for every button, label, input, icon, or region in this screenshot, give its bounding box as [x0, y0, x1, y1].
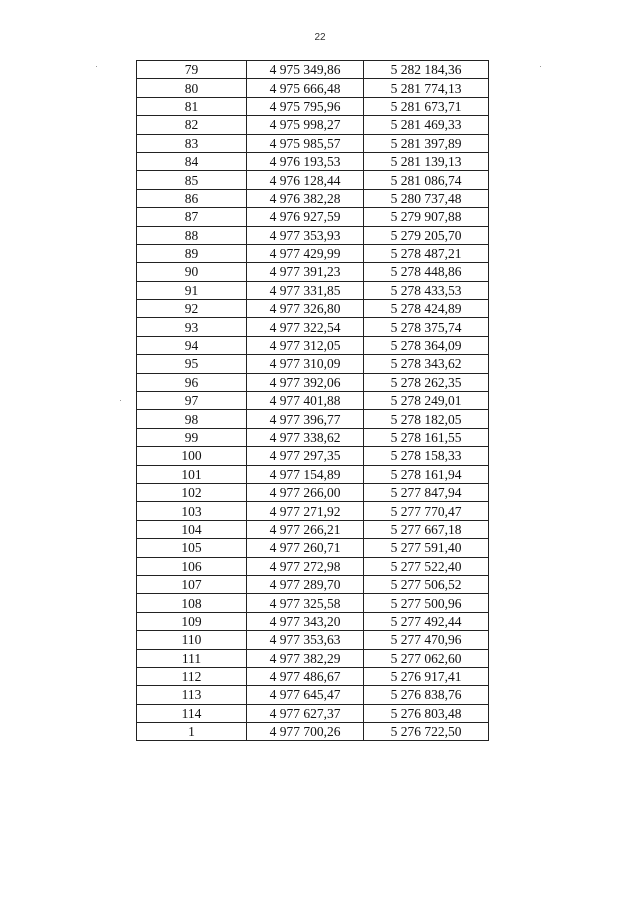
x-coordinate-cell: 4 975 795,96 — [247, 97, 364, 115]
x-coordinate-cell: 4 977 645,47 — [247, 686, 364, 704]
table-row — [137, 392, 489, 410]
y-coordinate-cell: 5 281 139,13 — [364, 152, 489, 170]
point-number-cell: 105 — [137, 539, 247, 557]
y-coordinate-cell: 5 278 433,53 — [364, 281, 489, 299]
table-row — [137, 502, 489, 520]
scan-speck — [540, 66, 541, 67]
table-row — [137, 226, 489, 244]
x-coordinate-cell: 4 977 271,92 — [247, 502, 364, 520]
point-number-cell: 95 — [137, 355, 247, 373]
page-number: 22 — [314, 32, 326, 43]
x-coordinate-cell: 4 977 326,80 — [247, 300, 364, 318]
table-row — [137, 539, 489, 557]
x-coordinate-cell: 4 977 338,62 — [247, 428, 364, 446]
point-number-cell: 101 — [137, 465, 247, 483]
x-coordinate-cell: 4 977 401,88 — [247, 392, 364, 410]
point-number-cell: 96 — [137, 373, 247, 391]
table-row — [137, 704, 489, 722]
y-coordinate-cell: 5 278 182,05 — [364, 410, 489, 428]
x-coordinate-cell: 4 977 312,05 — [247, 336, 364, 354]
scan-speck — [120, 400, 121, 401]
point-number-cell: 86 — [137, 189, 247, 207]
x-coordinate-cell: 4 975 985,57 — [247, 134, 364, 152]
table-row — [137, 520, 489, 538]
point-number-cell: 79 — [137, 61, 247, 79]
table-row — [137, 686, 489, 704]
table-row — [137, 373, 489, 391]
x-coordinate-cell: 4 977 331,85 — [247, 281, 364, 299]
point-number-cell: 107 — [137, 575, 247, 593]
table-row — [137, 244, 489, 262]
y-coordinate-cell: 5 278 262,35 — [364, 373, 489, 391]
point-number-cell: 83 — [137, 134, 247, 152]
point-number-cell: 82 — [137, 116, 247, 134]
point-number-cell: 92 — [137, 300, 247, 318]
table-row — [137, 116, 489, 134]
table-row — [137, 594, 489, 612]
x-coordinate-cell: 4 977 343,20 — [247, 612, 364, 630]
y-coordinate-cell: 5 281 673,71 — [364, 97, 489, 115]
point-number-cell: 109 — [137, 612, 247, 630]
point-number-cell: 98 — [137, 410, 247, 428]
x-coordinate-cell: 4 975 666,48 — [247, 79, 364, 97]
table-row — [137, 189, 489, 207]
table-row — [137, 300, 489, 318]
table-row — [137, 355, 489, 373]
x-coordinate-cell: 4 977 429,99 — [247, 244, 364, 262]
y-coordinate-cell: 5 280 737,48 — [364, 189, 489, 207]
point-number-cell: 93 — [137, 318, 247, 336]
y-coordinate-cell: 5 277 770,47 — [364, 502, 489, 520]
scan-speck — [96, 66, 97, 67]
table-row — [137, 723, 489, 741]
y-coordinate-cell: 5 276 803,48 — [364, 704, 489, 722]
y-coordinate-cell: 5 278 158,33 — [364, 447, 489, 465]
table-row — [137, 410, 489, 428]
table-row — [137, 152, 489, 170]
point-number-cell: 114 — [137, 704, 247, 722]
x-coordinate-cell: 4 977 272,98 — [247, 557, 364, 575]
y-coordinate-cell: 5 278 448,86 — [364, 263, 489, 281]
x-coordinate-cell: 4 976 382,28 — [247, 189, 364, 207]
x-coordinate-cell: 4 977 297,35 — [247, 447, 364, 465]
table-row — [137, 208, 489, 226]
point-number-cell: 80 — [137, 79, 247, 97]
x-coordinate-cell: 4 977 266,21 — [247, 520, 364, 538]
x-coordinate-cell: 4 977 392,06 — [247, 373, 364, 391]
x-coordinate-cell: 4 977 627,37 — [247, 704, 364, 722]
y-coordinate-cell: 5 277 506,52 — [364, 575, 489, 593]
table-row — [137, 428, 489, 446]
y-coordinate-cell: 5 278 364,09 — [364, 336, 489, 354]
y-coordinate-cell: 5 277 522,40 — [364, 557, 489, 575]
y-coordinate-cell: 5 276 838,76 — [364, 686, 489, 704]
x-coordinate-cell: 4 977 391,23 — [247, 263, 364, 281]
table-row — [137, 483, 489, 501]
point-number-cell: 106 — [137, 557, 247, 575]
point-number-cell: 81 — [137, 97, 247, 115]
x-coordinate-cell: 4 976 193,53 — [247, 152, 364, 170]
x-coordinate-cell: 4 975 349,86 — [247, 61, 364, 79]
point-number-cell: 87 — [137, 208, 247, 226]
table-row — [137, 97, 489, 115]
x-coordinate-cell: 4 977 260,71 — [247, 539, 364, 557]
table-row — [137, 649, 489, 667]
x-coordinate-cell: 4 977 322,54 — [247, 318, 364, 336]
x-coordinate-cell: 4 977 154,89 — [247, 465, 364, 483]
y-coordinate-cell: 5 277 847,94 — [364, 483, 489, 501]
point-number-cell: 103 — [137, 502, 247, 520]
x-coordinate-cell: 4 977 353,93 — [247, 226, 364, 244]
x-coordinate-cell: 4 977 289,70 — [247, 575, 364, 593]
y-coordinate-cell: 5 278 343,62 — [364, 355, 489, 373]
point-number-cell: 1 — [137, 723, 247, 741]
y-coordinate-cell: 5 277 591,40 — [364, 539, 489, 557]
table-row — [137, 79, 489, 97]
x-coordinate-cell: 4 977 700,26 — [247, 723, 364, 741]
x-coordinate-cell: 4 977 486,67 — [247, 667, 364, 685]
y-coordinate-cell: 5 277 500,96 — [364, 594, 489, 612]
point-number-cell: 112 — [137, 667, 247, 685]
y-coordinate-cell: 5 277 492,44 — [364, 612, 489, 630]
point-number-cell: 90 — [137, 263, 247, 281]
table-row — [137, 263, 489, 281]
table-row — [137, 336, 489, 354]
table-row — [137, 465, 489, 483]
point-number-cell: 84 — [137, 152, 247, 170]
point-number-cell: 99 — [137, 428, 247, 446]
table-row — [137, 281, 489, 299]
point-number-cell: 94 — [137, 336, 247, 354]
table-row — [137, 134, 489, 152]
y-coordinate-cell: 5 282 184,36 — [364, 61, 489, 79]
table-row — [137, 61, 489, 79]
x-coordinate-cell: 4 975 998,27 — [247, 116, 364, 134]
point-number-cell: 89 — [137, 244, 247, 262]
y-coordinate-cell: 5 278 487,21 — [364, 244, 489, 262]
point-number-cell: 88 — [137, 226, 247, 244]
y-coordinate-cell: 5 276 722,50 — [364, 723, 489, 741]
x-coordinate-cell: 4 977 310,09 — [247, 355, 364, 373]
point-number-cell: 110 — [137, 631, 247, 649]
x-coordinate-cell: 4 977 266,00 — [247, 483, 364, 501]
y-coordinate-cell: 5 278 249,01 — [364, 392, 489, 410]
x-coordinate-cell: 4 976 927,59 — [247, 208, 364, 226]
point-number-cell: 104 — [137, 520, 247, 538]
point-number-cell: 108 — [137, 594, 247, 612]
table-row — [137, 447, 489, 465]
table-row — [137, 557, 489, 575]
point-number-cell: 97 — [137, 392, 247, 410]
table-row — [137, 667, 489, 685]
table-row — [137, 171, 489, 189]
y-coordinate-cell: 5 277 470,96 — [364, 631, 489, 649]
table-row — [137, 631, 489, 649]
y-coordinate-cell: 5 278 161,55 — [364, 428, 489, 446]
point-number-cell: 113 — [137, 686, 247, 704]
point-number-cell: 91 — [137, 281, 247, 299]
point-number-cell: 102 — [137, 483, 247, 501]
point-number-cell: 100 — [137, 447, 247, 465]
coordinates-table — [136, 60, 489, 741]
y-coordinate-cell: 5 278 375,74 — [364, 318, 489, 336]
y-coordinate-cell: 5 281 086,74 — [364, 171, 489, 189]
y-coordinate-cell: 5 279 907,88 — [364, 208, 489, 226]
x-coordinate-cell: 4 977 353,63 — [247, 631, 364, 649]
y-coordinate-cell: 5 281 397,89 — [364, 134, 489, 152]
y-coordinate-cell: 5 276 917,41 — [364, 667, 489, 685]
y-coordinate-cell: 5 281 469,33 — [364, 116, 489, 134]
y-coordinate-cell: 5 279 205,70 — [364, 226, 489, 244]
y-coordinate-cell: 5 277 667,18 — [364, 520, 489, 538]
x-coordinate-cell: 4 977 325,58 — [247, 594, 364, 612]
y-coordinate-cell: 5 277 062,60 — [364, 649, 489, 667]
y-coordinate-cell: 5 278 424,89 — [364, 300, 489, 318]
table-row — [137, 575, 489, 593]
y-coordinate-cell: 5 281 774,13 — [364, 79, 489, 97]
point-number-cell: 111 — [137, 649, 247, 667]
y-coordinate-cell: 5 278 161,94 — [364, 465, 489, 483]
x-coordinate-cell: 4 976 128,44 — [247, 171, 364, 189]
x-coordinate-cell: 4 977 396,77 — [247, 410, 364, 428]
point-number-cell: 85 — [137, 171, 247, 189]
x-coordinate-cell: 4 977 382,29 — [247, 649, 364, 667]
table-row — [137, 318, 489, 336]
table-row — [137, 612, 489, 630]
